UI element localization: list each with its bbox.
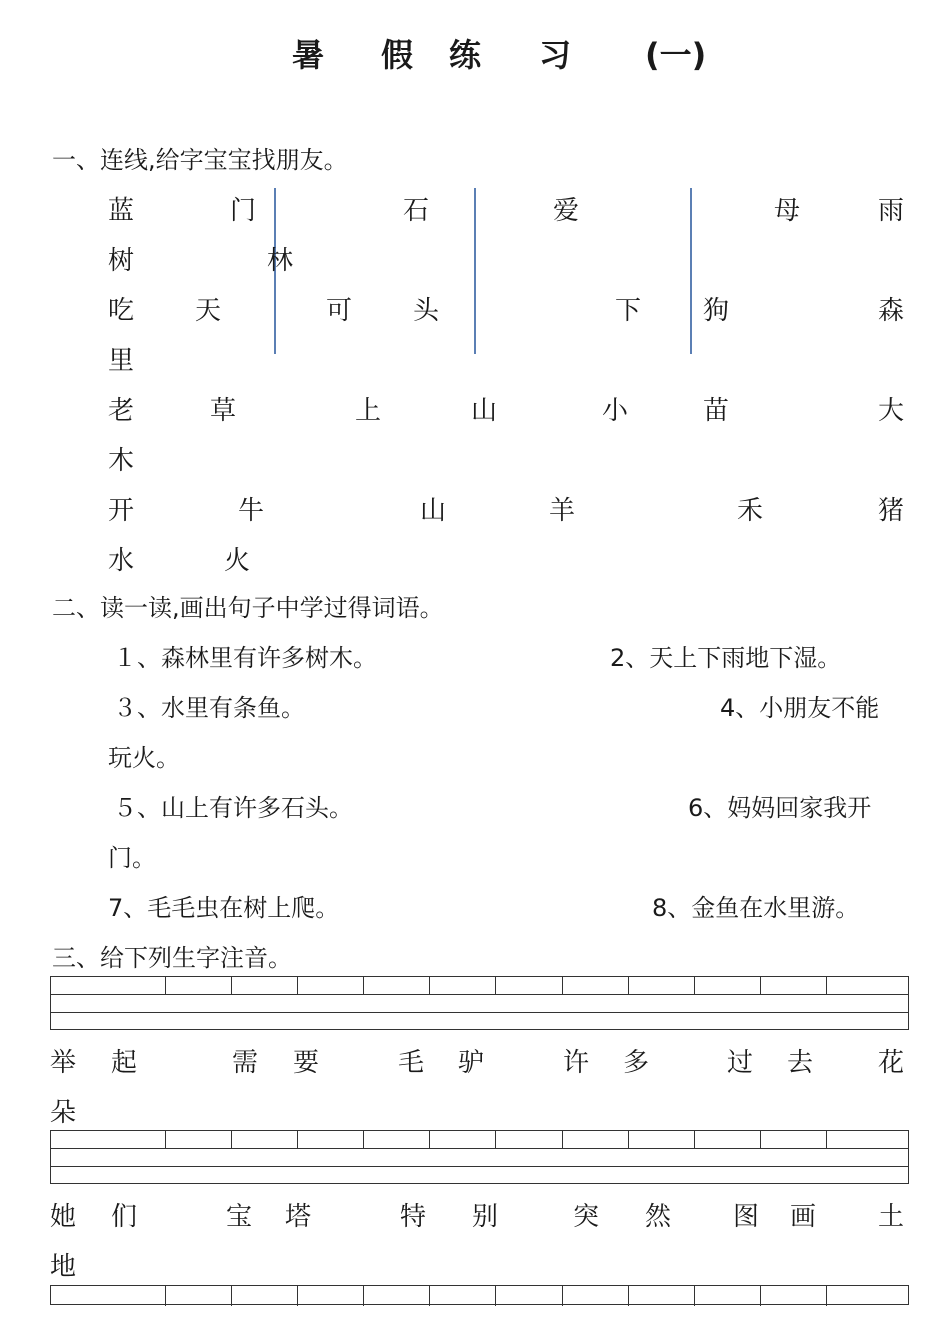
word-char: 许 xyxy=(563,1048,590,1078)
sentence: ５、山上有许多石头。 xyxy=(113,794,353,822)
section-3-heading: 三、给下列生字注音。 xyxy=(52,944,292,972)
match-char: 吃 xyxy=(108,296,135,326)
match-char: 木 xyxy=(108,446,135,476)
title-char-4: 习 xyxy=(539,36,572,74)
section-2-heading: 二、读一读,画出句子中学过得词语。 xyxy=(52,594,444,622)
title-char-5: (一) xyxy=(645,36,707,74)
word-char: 突 xyxy=(573,1202,600,1232)
word-char: 过 xyxy=(727,1048,754,1078)
word-char: 画 xyxy=(790,1202,817,1232)
word-char: 宝 xyxy=(226,1202,253,1232)
match-char: 草 xyxy=(210,396,237,426)
sentence: 7、毛毛虫在树上爬。 xyxy=(108,894,340,922)
match-char: 山 xyxy=(471,396,498,426)
match-char: 小 xyxy=(602,396,629,426)
match-char: 母 xyxy=(774,196,801,226)
word-char: 需 xyxy=(232,1048,259,1078)
match-char: 雨 xyxy=(878,196,905,226)
sentence: 6、妈妈回家我开 xyxy=(688,794,872,822)
match-char: 蓝 xyxy=(108,196,135,226)
sentence: 2、天上下雨地下湿。 xyxy=(610,644,842,672)
word-char: 塔 xyxy=(285,1202,312,1232)
word-char: 举 xyxy=(50,1048,77,1078)
match-char: 猪 xyxy=(878,496,905,526)
match-char: 开 xyxy=(108,496,135,526)
word-char: 朵 xyxy=(50,1098,77,1128)
title-char-1: 暑 xyxy=(292,36,325,74)
match-char: 禾 xyxy=(737,496,764,526)
match-char: 门 xyxy=(230,196,257,226)
match-char: 狗 xyxy=(703,296,730,326)
match-char: 里 xyxy=(108,346,135,376)
match-char: 火 xyxy=(224,546,251,576)
match-char: 头 xyxy=(413,296,440,326)
sentence: 4、小朋友不能 xyxy=(720,694,880,722)
word-char: 驴 xyxy=(458,1048,485,1078)
sentence: １、森林里有许多树木。 xyxy=(113,644,377,672)
sentence: 8、金鱼在水里游。 xyxy=(652,894,860,922)
match-char: 下 xyxy=(615,296,642,326)
match-char: 林 xyxy=(267,246,294,276)
connector-line xyxy=(474,188,476,354)
word-char: 花 xyxy=(878,1048,905,1078)
match-char: 大 xyxy=(878,396,905,426)
word-char: 她 xyxy=(50,1202,77,1232)
word-char: 毛 xyxy=(398,1048,425,1078)
word-char: 然 xyxy=(645,1202,672,1232)
match-char: 天 xyxy=(195,296,222,326)
title-char-2: 假 xyxy=(381,36,414,74)
match-char: 牛 xyxy=(238,496,265,526)
sentence: 门。 xyxy=(108,844,156,872)
word-char: 去 xyxy=(787,1048,814,1078)
title-char-3: 练 xyxy=(449,36,482,74)
word-char: 别 xyxy=(472,1202,499,1232)
connector-line xyxy=(690,188,692,354)
match-char: 石 xyxy=(403,196,430,226)
match-char: 羊 xyxy=(549,496,576,526)
match-char: 山 xyxy=(420,496,447,526)
word-char: 地 xyxy=(50,1252,77,1282)
sentence: ３、水里有条鱼。 xyxy=(113,694,305,722)
word-char: 多 xyxy=(623,1048,650,1078)
match-char: 可 xyxy=(326,296,353,326)
word-char: 们 xyxy=(111,1202,138,1232)
match-char: 森 xyxy=(878,296,905,326)
word-char: 起 xyxy=(111,1048,138,1078)
match-char: 老 xyxy=(108,396,135,426)
match-char: 水 xyxy=(108,546,135,576)
match-char: 苗 xyxy=(703,396,730,426)
word-char: 特 xyxy=(400,1202,427,1232)
match-char: 上 xyxy=(355,396,382,426)
match-char: 爱 xyxy=(553,196,580,226)
pinyin-grid xyxy=(50,1130,909,1184)
sentence: 玩火。 xyxy=(108,744,180,772)
match-char: 树 xyxy=(108,246,135,276)
word-char: 要 xyxy=(293,1048,320,1078)
pinyin-grid xyxy=(50,1285,909,1305)
word-char: 土 xyxy=(878,1202,905,1232)
section-1-heading: 一、连线,给字宝宝找朋友。 xyxy=(52,146,348,174)
pinyin-grid xyxy=(50,976,909,1030)
word-char: 图 xyxy=(733,1202,760,1232)
